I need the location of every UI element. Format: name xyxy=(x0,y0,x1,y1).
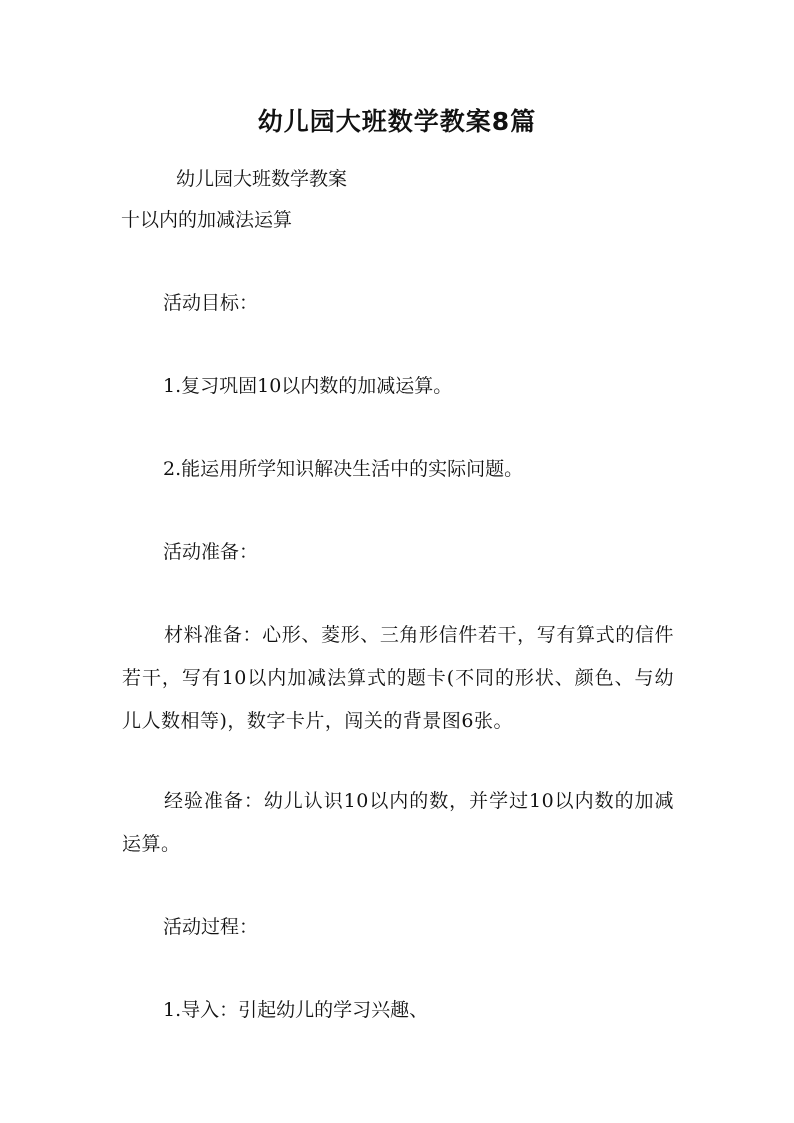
goal-item-1: 1.复习巩固10以内数的加减运算。 xyxy=(163,375,453,397)
prep-heading: 活动准备： xyxy=(163,541,259,563)
goal-item-2: 2.能运用所学知识解决生活中的实际问题。 xyxy=(163,458,524,480)
topic-line: 十以内的加减法运算 xyxy=(121,209,293,231)
document-title: 幼儿园大班数学教案8篇 xyxy=(257,107,537,136)
document-subtitle: 幼儿园大班数学教案 xyxy=(176,168,348,190)
prep-experience-paragraph: 经验准备：幼儿认识10以内的数，并学过10以内数的加减运算。 xyxy=(122,790,674,855)
process-heading: 活动过程： xyxy=(163,916,259,938)
process-item-1: 1.导入：引起幼儿的学习兴趣、 xyxy=(163,999,429,1021)
prep-material-paragraph: 材料准备：心形、菱形、三角形信件若干，写有算式的信件若干，写有10以内加减法算式的题卡(不同的形状、颜色、与幼儿人数相等)，数字卡片，闯关的背景图6张。 xyxy=(122,624,674,732)
goals-heading: 活动目标： xyxy=(163,292,259,314)
